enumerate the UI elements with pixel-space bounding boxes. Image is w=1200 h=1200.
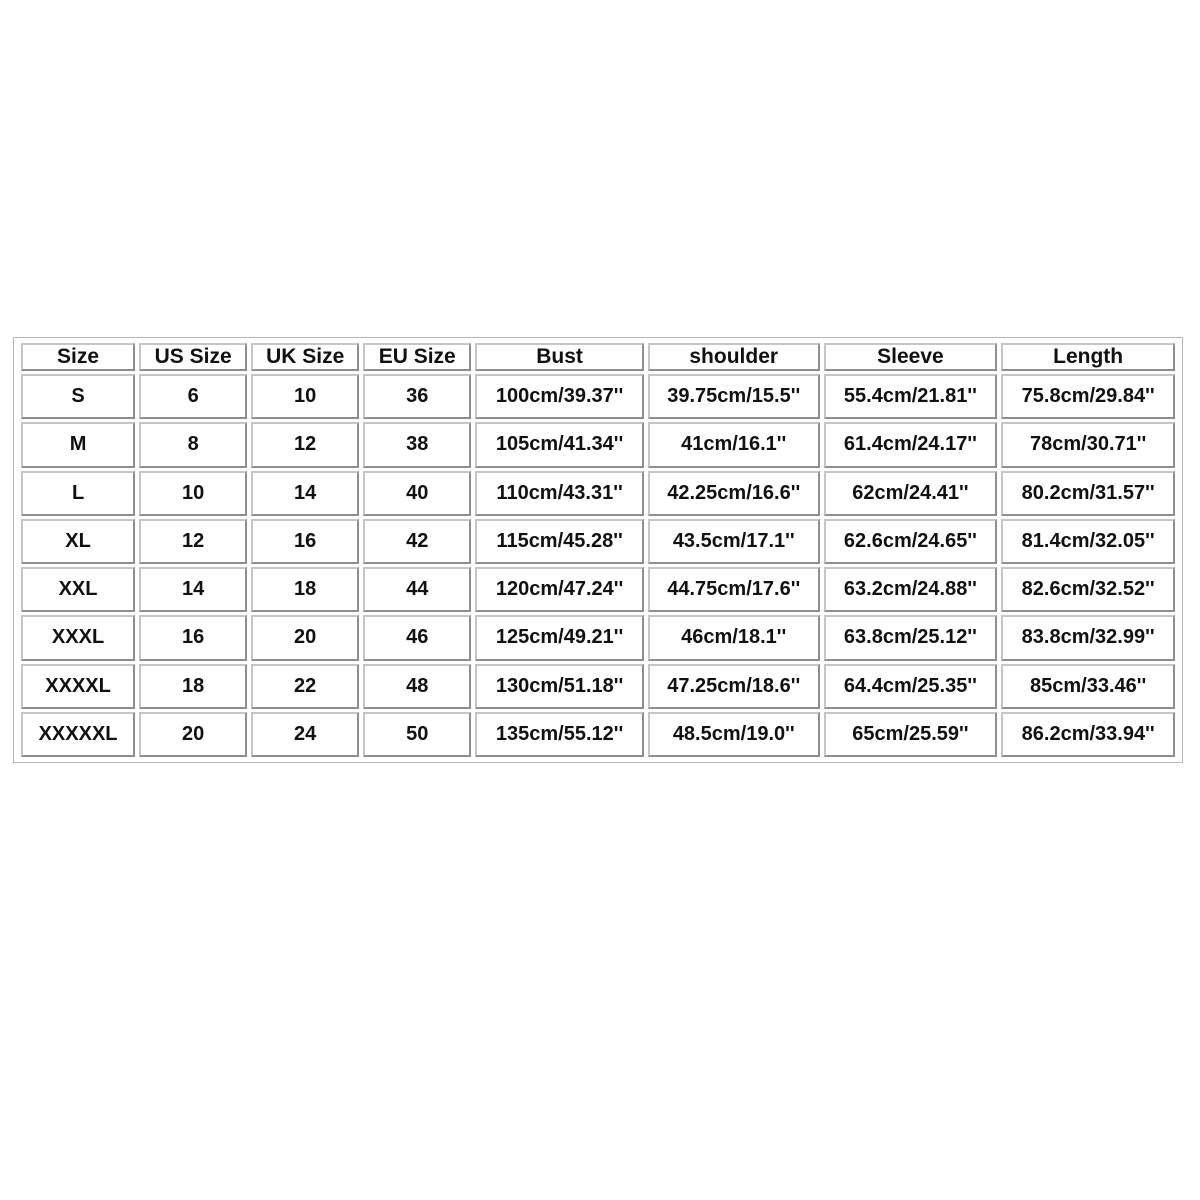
table-row xyxy=(21,567,1175,612)
header-row xyxy=(21,343,1175,371)
header-sleeve: Sleeve xyxy=(824,343,998,371)
cell-sleeve: 62.6cm/24.65'' xyxy=(824,519,998,564)
cell-size: L xyxy=(21,471,135,516)
cell-bust: 130cm/51.18'' xyxy=(475,664,644,709)
cell-uk-size: 20 xyxy=(251,615,359,660)
cell-length: 75.8cm/29.84'' xyxy=(1001,374,1175,419)
size-chart-table xyxy=(17,340,1179,760)
cell-sleeve: 61.4cm/24.17'' xyxy=(824,422,998,467)
header-bust: Bust xyxy=(475,343,644,371)
cell-size: XL xyxy=(21,519,135,564)
cell-sleeve: 55.4cm/21.81'' xyxy=(824,374,998,419)
cell-sleeve: 63.8cm/25.12'' xyxy=(824,615,998,660)
cell-size: XXXXL xyxy=(21,664,135,709)
header-shoulder: shoulder xyxy=(648,343,820,371)
cell-bust: 120cm/47.24'' xyxy=(475,567,644,612)
cell-shoulder: 41cm/16.1'' xyxy=(648,422,820,467)
cell-bust: 135cm/55.12'' xyxy=(475,712,644,757)
cell-uk-size: 12 xyxy=(251,422,359,467)
cell-shoulder: 47.25cm/18.6'' xyxy=(648,664,820,709)
table-row xyxy=(21,519,1175,564)
cell-sleeve: 62cm/24.41'' xyxy=(824,471,998,516)
size-chart-body xyxy=(21,374,1175,757)
header-size: Size xyxy=(21,343,135,371)
cell-bust: 105cm/41.34'' xyxy=(475,422,644,467)
cell-length: 82.6cm/32.52'' xyxy=(1001,567,1175,612)
cell-eu-size: 40 xyxy=(363,471,471,516)
cell-uk-size: 16 xyxy=(251,519,359,564)
cell-bust: 115cm/45.28'' xyxy=(475,519,644,564)
cell-us-size: 12 xyxy=(139,519,247,564)
cell-uk-size: 24 xyxy=(251,712,359,757)
cell-bust: 110cm/43.31'' xyxy=(475,471,644,516)
table-row xyxy=(21,615,1175,660)
header-eu-size: EU Size xyxy=(363,343,471,371)
cell-sleeve: 64.4cm/25.35'' xyxy=(824,664,998,709)
cell-uk-size: 22 xyxy=(251,664,359,709)
cell-bust: 100cm/39.37'' xyxy=(475,374,644,419)
cell-eu-size: 50 xyxy=(363,712,471,757)
header-uk-size: UK Size xyxy=(251,343,359,371)
cell-shoulder: 46cm/18.1'' xyxy=(648,615,820,660)
cell-bust: 125cm/49.21'' xyxy=(475,615,644,660)
table-row xyxy=(21,374,1175,419)
cell-length: 85cm/33.46'' xyxy=(1001,664,1175,709)
cell-us-size: 6 xyxy=(139,374,247,419)
cell-size: M xyxy=(21,422,135,467)
table-row xyxy=(21,664,1175,709)
cell-uk-size: 10 xyxy=(251,374,359,419)
cell-length: 86.2cm/33.94'' xyxy=(1001,712,1175,757)
cell-shoulder: 43.5cm/17.1'' xyxy=(648,519,820,564)
cell-shoulder: 48.5cm/19.0'' xyxy=(648,712,820,757)
cell-us-size: 14 xyxy=(139,567,247,612)
cell-length: 83.8cm/32.99'' xyxy=(1001,615,1175,660)
header-us-size: US Size xyxy=(139,343,247,371)
header-length: Length xyxy=(1001,343,1175,371)
cell-us-size: 16 xyxy=(139,615,247,660)
cell-size: XXXXXL xyxy=(21,712,135,757)
cell-eu-size: 36 xyxy=(363,374,471,419)
cell-shoulder: 42.25cm/16.6'' xyxy=(648,471,820,516)
cell-eu-size: 44 xyxy=(363,567,471,612)
cell-eu-size: 46 xyxy=(363,615,471,660)
table-row xyxy=(21,471,1175,516)
cell-length: 81.4cm/32.05'' xyxy=(1001,519,1175,564)
size-chart xyxy=(13,337,1183,763)
cell-size: XXXL xyxy=(21,615,135,660)
cell-shoulder: 44.75cm/17.6'' xyxy=(648,567,820,612)
cell-size: XXL xyxy=(21,567,135,612)
cell-length: 80.2cm/31.57'' xyxy=(1001,471,1175,516)
table-row xyxy=(21,422,1175,467)
cell-us-size: 8 xyxy=(139,422,247,467)
cell-length: 78cm/30.71'' xyxy=(1001,422,1175,467)
cell-us-size: 10 xyxy=(139,471,247,516)
cell-eu-size: 42 xyxy=(363,519,471,564)
cell-us-size: 18 xyxy=(139,664,247,709)
table-row xyxy=(21,712,1175,757)
cell-us-size: 20 xyxy=(139,712,247,757)
cell-uk-size: 14 xyxy=(251,471,359,516)
cell-size: S xyxy=(21,374,135,419)
cell-sleeve: 65cm/25.59'' xyxy=(824,712,998,757)
cell-sleeve: 63.2cm/24.88'' xyxy=(824,567,998,612)
cell-eu-size: 48 xyxy=(363,664,471,709)
cell-shoulder: 39.75cm/15.5'' xyxy=(648,374,820,419)
cell-eu-size: 38 xyxy=(363,422,471,467)
cell-uk-size: 18 xyxy=(251,567,359,612)
